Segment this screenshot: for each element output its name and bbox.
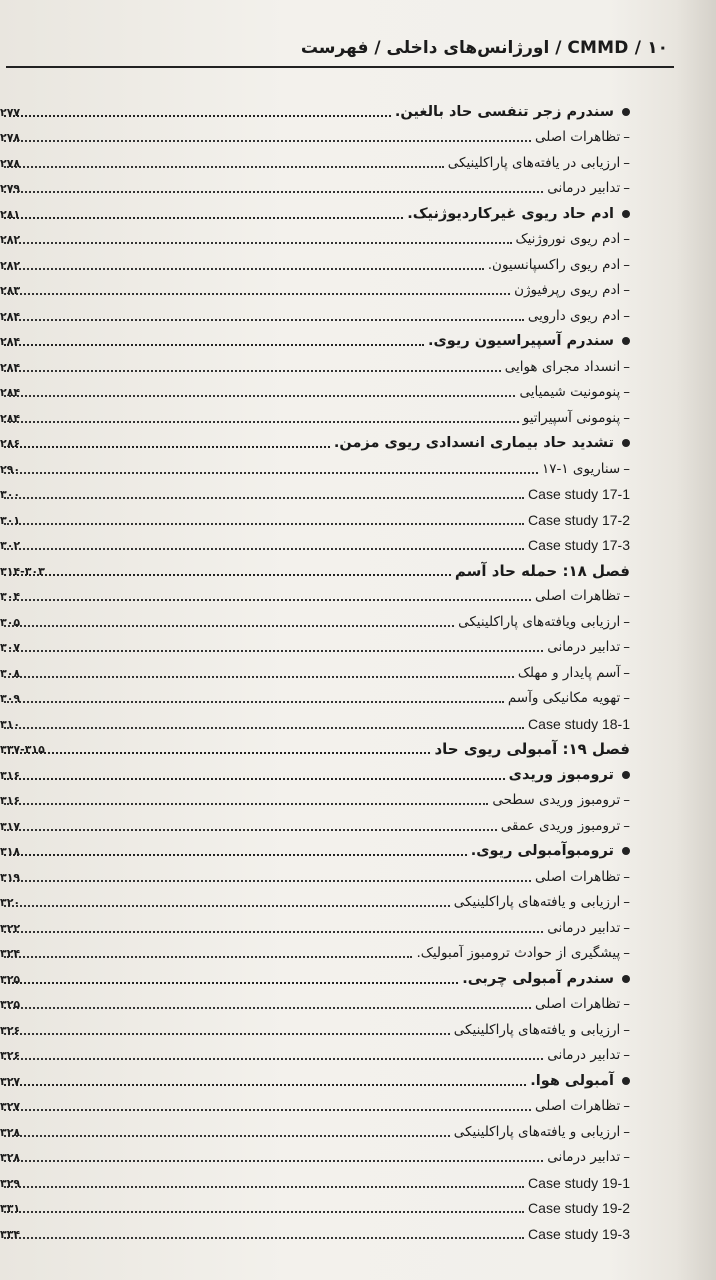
- toc-entry: [0, 121, 630, 147]
- table-of-contents: [0, 95, 630, 1243]
- toc-page-number: ۳۱۴-۳۰۳: [0, 564, 45, 578]
- toc-page-number: ۳۲۷: [0, 1100, 21, 1113]
- dash-marker: –: [623, 868, 630, 885]
- toc-page-number: ۲۸۶: [0, 437, 21, 450]
- toc-page-number: ۳۰۲: [0, 539, 21, 552]
- dot-leader: [4, 1236, 524, 1239]
- toc-page-number: ۲۸۱: [0, 207, 21, 221]
- toc-entry-title: ارزیابی و یافته‌های پاراکلینیکی: [453, 1021, 621, 1038]
- toc-entry: [0, 707, 630, 733]
- toc-entry-title: ارزیابی در یافته‌های پاراکلینیکی: [447, 154, 621, 171]
- toc-entry-title: Case study 17-3: [528, 537, 630, 553]
- dot-leader: [4, 1083, 526, 1086]
- dot-leader: [4, 547, 524, 550]
- dot-leader: [4, 471, 538, 474]
- dash-marker: –: [623, 307, 630, 324]
- dot-leader: [4, 139, 531, 142]
- dot-leader: [4, 751, 430, 754]
- dash-marker: –: [623, 384, 630, 400]
- dot-leader: [4, 318, 524, 321]
- toc-entry: [0, 1192, 630, 1218]
- toc-entry-title: ارزیابی و یافته‌های پاراکلینیکی: [453, 894, 621, 910]
- toc-entry-title: Case study 19-1: [528, 1174, 630, 1191]
- dot-leader: [4, 1032, 450, 1035]
- toc-entry-title: تظاهرات اصلی: [535, 588, 621, 604]
- dot-leader: [4, 649, 543, 652]
- toc-entry-title: سندرم آمبولی چربی.: [462, 970, 614, 987]
- dot-leader: [4, 1134, 450, 1137]
- dot-leader: [4, 598, 531, 601]
- toc-entry: [0, 809, 630, 835]
- dot-leader: [4, 394, 515, 397]
- toc-entry-title: پنومونیت شیمیایی: [519, 384, 621, 400]
- dash-marker: –: [623, 664, 630, 681]
- toc-entry-title: سناریوی ۱-۱۷: [541, 460, 621, 477]
- toc-entry: [0, 223, 630, 249]
- dot-leader: [4, 165, 444, 168]
- toc-entry: [0, 554, 630, 580]
- dot-leader: [4, 955, 412, 958]
- bullet-icon: [622, 108, 630, 116]
- toc-page-number: ۳۲۵: [0, 972, 21, 986]
- toc-entry: [0, 1090, 630, 1116]
- toc-page-number: ۳۱۰: [0, 717, 21, 731]
- toc-entry: [0, 401, 630, 427]
- toc-page-number: ۳۰۴: [0, 590, 21, 603]
- toc-entry-title: Case study 19-3: [528, 1225, 630, 1242]
- dot-leader: [4, 114, 391, 117]
- dash-marker: –: [623, 1047, 630, 1063]
- toc-entry-title: تدابیر درمانی: [547, 1149, 621, 1165]
- dash-marker: –: [623, 154, 630, 171]
- dot-leader: [4, 1210, 524, 1213]
- dot-leader: [4, 1185, 524, 1188]
- toc-entry: [0, 1013, 630, 1039]
- toc-entry-title: ارزیابی و یافته‌های پاراکلینیکی: [453, 1123, 621, 1140]
- toc-entry: [0, 631, 630, 657]
- toc-page-number: ۳۱۹: [0, 870, 21, 884]
- dot-leader: [4, 573, 451, 576]
- toc-page-number: ۳۲۷: [0, 1074, 21, 1088]
- toc-page-number: ۳۲۹: [0, 1176, 21, 1190]
- toc-entry-title: ترومبوز وریدی: [508, 766, 614, 783]
- toc-entry: [0, 758, 630, 784]
- toc-entry-title: ترومبوز وریدی سطحی: [492, 792, 621, 808]
- dash-marker: –: [623, 945, 630, 961]
- dot-leader: [4, 369, 501, 372]
- toc-entry-title: انسداد مجرای هوایی: [504, 358, 621, 375]
- toc-entry-title: تظاهرات اصلی: [535, 996, 621, 1012]
- toc-entry: [0, 860, 630, 886]
- dash-marker: –: [623, 588, 630, 604]
- toc-entry-title: ادم حاد ریوی غیرکاردیوژنیک.: [407, 205, 614, 222]
- toc-entry: [0, 1141, 630, 1167]
- page-edge-shadow: [676, 0, 716, 1280]
- toc-entry: [0, 1217, 630, 1243]
- toc-entry-title: تظاهرات اصلی: [535, 1098, 621, 1114]
- dash-marker: –: [623, 690, 630, 706]
- toc-entry-title: ادم ریوی نوروژنیک: [515, 231, 621, 247]
- toc-entry: [0, 299, 630, 325]
- toc-entry-title: Case study 17-1: [528, 486, 630, 502]
- toc-page-number: ۳۲۲: [0, 921, 21, 935]
- toc-entry: [0, 325, 630, 351]
- toc-entry: [0, 911, 630, 937]
- dot-leader: [4, 292, 510, 295]
- toc-entry: [0, 95, 630, 121]
- toc-page-number: ۲۸۴: [0, 360, 21, 374]
- toc-entry: [0, 1115, 630, 1141]
- dot-leader: [4, 343, 424, 346]
- toc-page-number: ۳۲۶: [0, 1023, 21, 1037]
- toc-entry-title: سندرم آسپیراسیون ریوی.: [427, 333, 614, 349]
- toc-entry-title: ادم ریوی راکسپانسیون.: [487, 256, 621, 273]
- toc-entry-title: ترومبوز وریدی عمقی: [500, 817, 621, 834]
- toc-entry-title: تشدید حاد بیماری انسدادی ریوی مزمن.: [333, 435, 614, 451]
- dash-marker: –: [623, 409, 630, 426]
- toc-entry-title: فصل ۱۹: آمبولی ریوی حاد: [434, 740, 630, 758]
- toc-entry-title: پنومونی آسپیراتیو: [522, 409, 621, 426]
- toc-entry: [0, 197, 630, 223]
- dash-marker: –: [623, 1021, 630, 1038]
- toc-page-number: ۳۲۴: [0, 947, 21, 960]
- dash-marker: –: [623, 180, 630, 196]
- toc-entry: [0, 1064, 630, 1090]
- dash-marker: –: [623, 613, 630, 630]
- dot-leader: [4, 1057, 543, 1060]
- dot-leader: [4, 496, 524, 499]
- toc-entry: [0, 1039, 630, 1065]
- toc-page-number: ۲۸۲: [0, 233, 21, 246]
- toc-entry-title: ادم ریوی رپرفیوژن: [514, 282, 621, 298]
- toc-entry: [0, 988, 630, 1014]
- toc-entry: [0, 1166, 630, 1192]
- toc-page-number: ۳۳۱: [0, 1202, 21, 1215]
- dash-marker: –: [623, 639, 630, 655]
- toc-page-number: ۳۲۵: [0, 998, 21, 1011]
- toc-entry: [0, 503, 630, 529]
- dot-leader: [4, 802, 488, 805]
- dot-leader: [4, 522, 524, 525]
- dot-leader: [4, 1159, 543, 1162]
- toc-page-number: ۳۳۴: [0, 1227, 21, 1241]
- toc-page-number: ۳۰۱: [0, 513, 21, 527]
- toc-entry-title: پیشگیری از حوادث ترومبوز آمبولیک.: [416, 945, 621, 961]
- toc-entry-title: Case study 17-2: [528, 511, 630, 528]
- dot-leader: [4, 1108, 531, 1111]
- bullet-icon: [622, 337, 630, 345]
- dot-leader: [4, 1006, 531, 1009]
- toc-entry-title: سندرم زجر تنفسی حاد بالغین.: [394, 103, 614, 120]
- toc-entry-title: تهویه مکانیکی وآسم: [507, 690, 621, 706]
- toc-entry: [0, 886, 630, 912]
- toc-entry: [0, 350, 630, 376]
- dash-marker: –: [623, 919, 630, 936]
- toc-entry-title: Case study 19-2: [528, 1200, 630, 1216]
- dash-marker: –: [623, 358, 630, 375]
- dash-marker: –: [623, 256, 630, 273]
- toc-entry: [0, 962, 630, 988]
- toc-entry: [0, 172, 630, 198]
- dot-leader: [4, 624, 454, 627]
- header-rule: [6, 66, 674, 68]
- toc-entry: [0, 529, 630, 555]
- toc-entry-title: فصل ۱۸: حمله حاد آسم: [454, 561, 630, 580]
- dash-marker: –: [623, 894, 630, 910]
- toc-entry-title: ترومبوآمبولی ریوی.: [470, 843, 614, 859]
- toc-entry-title: تدابیر درمانی: [547, 639, 621, 655]
- toc-entry: [0, 248, 630, 274]
- toc-entry: [0, 146, 630, 172]
- dot-leader: [4, 267, 484, 270]
- dot-leader: [4, 930, 543, 933]
- toc-entry: [0, 452, 630, 478]
- dot-leader: [4, 904, 450, 907]
- toc-entry: [0, 427, 630, 453]
- toc-entry: [0, 274, 630, 300]
- dot-leader: [4, 700, 504, 703]
- toc-entry-title: Case study 18-1: [528, 715, 630, 732]
- dot-leader: [4, 241, 512, 244]
- toc-entry: [0, 580, 630, 606]
- toc-entry: [0, 656, 630, 682]
- toc-entry-title: آسم پایدار و مهلک: [517, 664, 621, 681]
- toc-page-number: ۳۳۷-۳۱۵: [0, 743, 45, 756]
- dot-leader: [4, 726, 524, 729]
- toc-page-number: ۲۸۲: [0, 258, 21, 272]
- toc-entry: [0, 784, 630, 810]
- toc-page-number: ۳۲۰: [0, 896, 21, 909]
- toc-page-number: ۳۲۶: [0, 1049, 21, 1062]
- toc-page-number: ۲۸۳: [0, 284, 21, 297]
- toc-entry: [0, 682, 630, 708]
- dot-leader: [4, 420, 519, 423]
- toc-page-number: ۳۰۷: [0, 641, 21, 654]
- toc-entry-title: آمبولی هوا.: [530, 1072, 614, 1089]
- toc-entry: [0, 478, 630, 504]
- bullet-icon: [622, 1077, 630, 1085]
- toc-entry-title: ادم ریوی دارویی: [527, 307, 621, 324]
- dash-marker: –: [623, 817, 630, 834]
- toc-page-number: ۳۱۷: [0, 819, 21, 833]
- dash-marker: –: [623, 1149, 630, 1165]
- toc-page-number: ۳۲۸: [0, 1151, 21, 1164]
- toc-page-number: ۳۲۸: [0, 1125, 21, 1139]
- toc-entry-title: تظاهرات اصلی: [535, 129, 621, 145]
- dash-marker: –: [623, 792, 630, 808]
- dot-leader: [4, 675, 514, 678]
- dash-marker: –: [623, 1098, 630, 1114]
- toc-page-number: ۳۱۸: [0, 845, 21, 858]
- bullet-icon: [622, 771, 630, 779]
- dot-leader: [4, 828, 497, 831]
- toc-page-number: ۲۸۴: [0, 386, 21, 399]
- dot-leader: [4, 777, 505, 780]
- toc-entry: [0, 605, 630, 631]
- toc-entry-title: ارزیابی ویافته‌های پاراکلینیکی: [458, 613, 621, 630]
- dot-leader: [4, 216, 403, 219]
- toc-page-number: ۲۷۸: [0, 131, 21, 144]
- toc-page-number: ۳۱۶: [0, 794, 21, 807]
- dot-leader: [4, 445, 330, 448]
- dash-marker: –: [623, 1123, 630, 1140]
- bullet-icon: [622, 439, 630, 447]
- toc-page-number: ۲۸۴: [0, 335, 21, 348]
- running-header: CMMD / ۱۰ / اورژانس‌های داخلی / فهرست: [300, 38, 668, 58]
- toc-entry: [0, 733, 630, 759]
- toc-page-number: ۳۰۹: [0, 692, 21, 705]
- bullet-icon: [622, 210, 630, 218]
- toc-page-number: ۳۰۰: [0, 488, 21, 501]
- dash-marker: –: [623, 129, 630, 145]
- toc-entry: [0, 376, 630, 402]
- dot-leader: [4, 190, 543, 193]
- toc-entry-title: تدابیر درمانی: [547, 1047, 621, 1063]
- toc-page-number: ۳۱۶: [0, 768, 21, 782]
- toc-page-number: ۲۸۴: [0, 309, 21, 323]
- toc-page-number: ۲۷۷: [0, 105, 21, 119]
- toc-entry-title: تدابیر درمانی: [547, 919, 621, 936]
- toc-page-number: ۲۸۴: [0, 411, 21, 425]
- bullet-icon: [622, 847, 630, 855]
- dot-leader: [4, 853, 467, 856]
- toc-entry: [0, 835, 630, 861]
- dash-marker: –: [623, 231, 630, 247]
- dot-leader: [4, 981, 458, 984]
- toc-page-number: ۲۷۸: [0, 156, 21, 170]
- toc-entry-title: تدابیر درمانی: [547, 180, 621, 196]
- dash-marker: –: [623, 460, 630, 477]
- toc-page-number: ۲۹۰: [0, 462, 21, 476]
- toc-page-number: ۲۷۹: [0, 182, 21, 195]
- toc-page-number: ۳۰۸: [0, 666, 21, 680]
- dash-marker: –: [623, 282, 630, 298]
- dash-marker: –: [623, 996, 630, 1012]
- bullet-icon: [622, 975, 630, 983]
- toc-entry: [0, 937, 630, 963]
- toc-page-number: ۳۰۵: [0, 615, 21, 629]
- dot-leader: [4, 879, 531, 882]
- toc-entry-title: تظاهرات اصلی: [535, 868, 621, 885]
